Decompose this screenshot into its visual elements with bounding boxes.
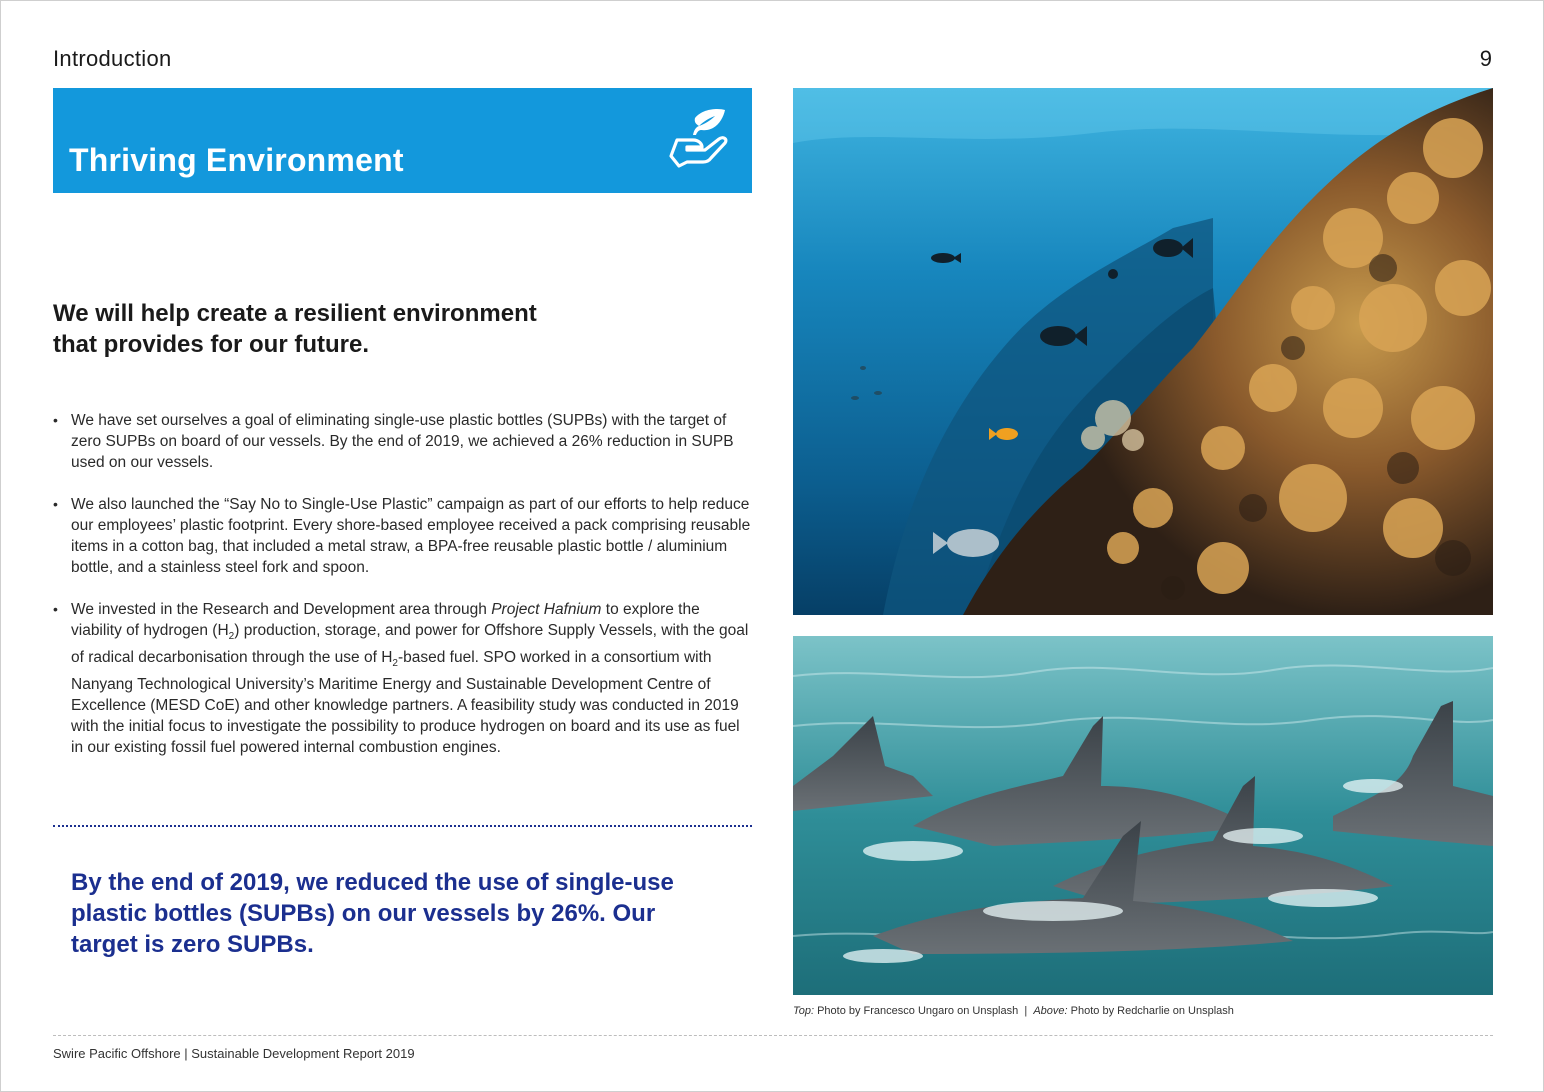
section-banner	[53, 88, 752, 193]
bullet-supb-goal: • We have set ourselves a goal of eliminating single-use plastic bottles (SUPBs) with the target of zero SUPBs on board of our vessels. By the end of 2019, we achieved a 26% reduction in SUPB used on our vessels.	[53, 410, 753, 473]
bullet-text-pre: We invested in the Research and Development area through	[71, 601, 492, 618]
subscript-2: 2	[392, 658, 398, 670]
page-number: 9	[1479, 46, 1492, 71]
bullet-text-post: -based fuel. SPO worked in a consortium with Nanyang Technological University’s Maritime Energy and Sustainable Development Centre of Excellence (MESD CoE) and other knowledge partners. A feasibility study was conducted in 2019 with the initial focus to investigate the possibility to produce hydrogen on board and its use as fuel in our existing fossil fuel powered internal combustion engines.	[71, 649, 740, 757]
callout-statement: By the end of 2019, we reduced the use of single-use plastic bottles (SUPBs) on our vessels by 26%. Our target is zero SUPBs.	[71, 869, 674, 958]
dotted-divider	[53, 825, 752, 827]
subscript-2: 2	[228, 631, 235, 643]
banner-title: Thriving Environment	[69, 142, 404, 178]
footer-divider	[53, 1035, 1493, 1036]
lead-line-1: We will help create a resilient environment	[53, 300, 537, 327]
lead-statement	[53, 298, 613, 360]
coral-reef-photo	[793, 88, 1493, 615]
photo-credit	[793, 1005, 1234, 1017]
section-label: Introduction	[53, 46, 172, 71]
dolphins-photo	[793, 636, 1493, 995]
bullet-text-mid2: ) production, storage, and power for Offshore Supply Vessels, with the goal of radical decarbonisation through the use of H	[71, 622, 749, 667]
project-name: Project Hafnium	[491, 601, 602, 618]
bullet-project-hafnium	[53, 599, 753, 758]
credit-separator: |	[1018, 1005, 1034, 1017]
credit-above-text: Photo by Redcharlie on Unsplash	[1067, 1005, 1234, 1017]
lead-line-2: that provides for our future.	[53, 331, 370, 358]
credit-top-text: Photo by Francesco Ungaro on Unsplash	[814, 1005, 1019, 1017]
bullet-text-mid1: to explore the viability of hydrogen (H	[71, 601, 700, 639]
bullet-list	[53, 410, 753, 779]
credit-above-label: Above:	[1033, 1005, 1068, 1017]
credit-top-label: Top:	[793, 1005, 815, 1017]
hand-leaf-icon	[665, 106, 735, 176]
footer-text: Swire Pacific Offshore | Sustainable Development Report 2019	[53, 1046, 415, 1061]
bullet-say-no-campaign: • We also launched the “Say No to Single-Use Plastic” campaign as part of our efforts to help reduce our employees’ plastic footprint. Every shore-based employee received a pack comprising reusable items in a cotton bag, that included a metal straw, a BPA-free reusable plastic bottle / aluminium bottle, and a stainless steel fork and spoon.	[53, 494, 753, 578]
